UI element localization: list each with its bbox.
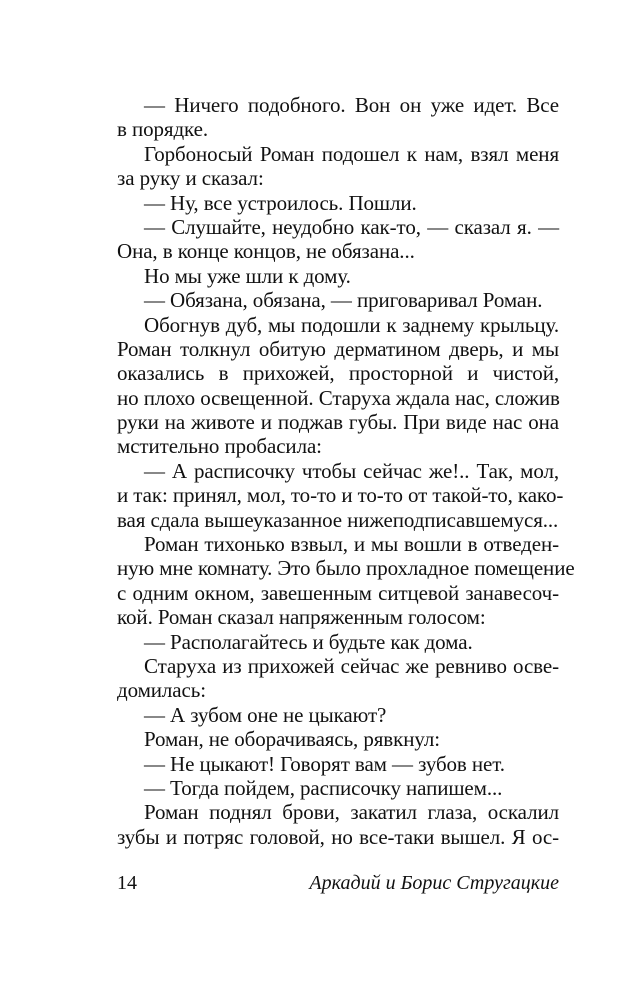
text-line: — Не цыкают! Говорят вам — зубов нет. [144,751,505,776]
text-line: за руку и сказал: [117,166,264,191]
text-line: Роман толкнул обитую дерматином дверь, и мы [117,336,559,361]
text-line: Горбоносый Роман подошел к нам, взял меня [144,141,559,166]
text-line: — Располагайтесь и будьте как дома. [144,629,473,654]
text-line: зубы и потряс головой, но все-таки вышел. Я ос- [117,824,559,849]
text-line: Обогнув дуб, мы подошли к заднему крыльцу. [144,312,559,337]
text-line: Она, в конце концов, не обязана... [117,239,415,264]
text-line: оказались в прихожей, просторной и чистой, [117,361,559,386]
text-line: — Ничего подобного. Вон он уже идет. Все [144,93,559,117]
text-line: мстительно пробасила: [117,434,322,459]
text-line: — Слушайте, неудобно как-то, — сказал я. — [144,214,559,239]
text-line: — Ну, все устроилось. Пошли. [144,190,417,215]
text-line: кой. Роман сказал напряженным голосом: [117,605,486,630]
text-line: — А зубом оне не цыкают? [144,702,387,727]
page-body-text [117,93,575,849]
text-line: — А расписочку чтобы сейчас же!.. Так, мол, [144,458,559,483]
text-line: — Обязана, обязана, — приговаривал Роман. [144,288,543,313]
text-line: и так: принял, мол, то-то и то-то от такой-то, како- [117,483,564,508]
text-line: в порядке. [117,117,208,142]
text-line: ную мне комнату. Это было прохладное помещение [117,556,575,581]
text-line: Роман, не оборачиваясь, рявкнул: [144,727,440,752]
text-line: Роман тихонько взвыл, и мы вошли в отведен- [144,532,559,557]
text-line: но плохо освещенной. Старуха ждала нас, сложив [117,385,560,410]
text-line: вая сдала вышеуказанное нижеподписавшемуся... [117,507,559,532]
text-line: — Тогда пойдем, расписочку напишем... [144,775,503,800]
running-title: Аркадий и Борис Стругацкие [309,872,559,894]
page-footer [117,869,559,897]
text-line: Старуха из прихожей сейчас же ревниво осве- [144,653,559,678]
text-line: с одним окном, завешенным ситцевой занавесоч- [117,580,559,605]
text-line: Но мы уже шли к дому. [144,263,351,288]
text-line: домилась: [117,678,206,703]
page-number: 14 [117,872,137,894]
text-line: руки на животе и поджав губы. При виде нас она [117,410,559,435]
text-line: Роман поднял брови, закатил глаза, оскалил [144,800,559,825]
